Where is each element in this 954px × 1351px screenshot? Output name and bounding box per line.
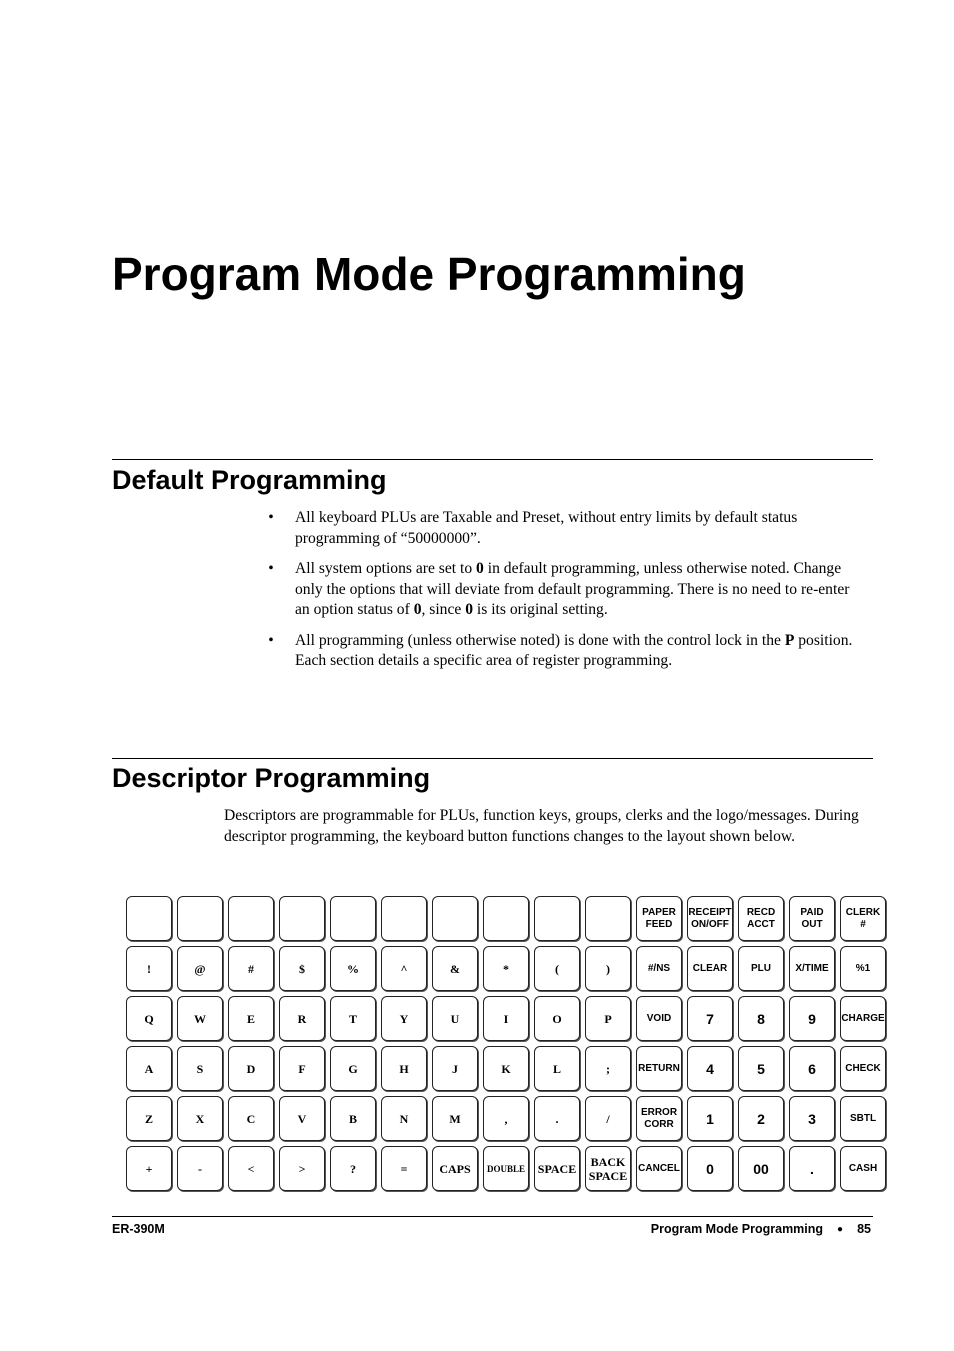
keyboard-key: [228, 946, 274, 991]
keyboard-key: [483, 1146, 529, 1191]
key-label: I: [503, 1011, 509, 1026]
key-label: ;: [606, 1061, 610, 1076]
key-label: X/TIME: [795, 962, 829, 974]
key-label: *: [503, 961, 509, 976]
key-label: F: [298, 1061, 306, 1076]
bullet-item: [266, 631, 866, 672]
keyboard-key: [228, 1146, 274, 1191]
key-label: T: [348, 1011, 357, 1026]
key-label: ,: [504, 1111, 508, 1126]
key-label: CLERK #: [845, 906, 881, 930]
keyboard-key: [279, 996, 325, 1041]
key-label: -: [198, 1161, 202, 1176]
key-label: CANCEL: [638, 1162, 680, 1174]
keyboard-key: [126, 1096, 172, 1141]
key-label: 7: [706, 1010, 714, 1027]
key-label: R: [297, 1011, 307, 1026]
key-label: 4: [706, 1060, 714, 1077]
keyboard-key: [279, 1096, 325, 1141]
key-label: #: [248, 961, 254, 976]
keyboard-key: [687, 1096, 733, 1141]
keyboard-key: [432, 946, 478, 991]
key-label: $: [299, 961, 305, 976]
keyboard-key: [534, 996, 580, 1041]
keyboard-key: [738, 946, 784, 991]
keyboard-key: [330, 996, 376, 1041]
keyboard-key: [840, 1146, 886, 1191]
keyboard-key: [126, 946, 172, 991]
keyboard-key: [687, 1146, 733, 1191]
key-label: PAPER FEED: [642, 906, 676, 930]
key-label: 00: [753, 1160, 769, 1177]
footer-divider: [112, 1216, 873, 1217]
keyboard-key: [687, 946, 733, 991]
keyboard-key: [789, 1046, 835, 1091]
key-label: CAPS: [439, 1161, 471, 1176]
key-label: <: [247, 1161, 255, 1176]
keyboard-key: [636, 996, 682, 1041]
keyboard-key: [534, 896, 580, 941]
key-label: 8: [757, 1010, 765, 1027]
keyboard-key: [636, 1146, 682, 1191]
footer-page-number: 85: [857, 1222, 871, 1236]
keyboard-key: [432, 1146, 478, 1191]
keyboard-key: [789, 896, 835, 941]
keyboard-key: [534, 1046, 580, 1091]
keyboard-key: [330, 1146, 376, 1191]
keyboard-key: [432, 996, 478, 1041]
key-label: X: [195, 1111, 205, 1126]
key-label: U: [450, 1011, 460, 1026]
key-label: 9: [808, 1010, 816, 1027]
keyboard-key: [636, 946, 682, 991]
key-label: %: [347, 961, 359, 976]
key-label: K: [501, 1061, 511, 1076]
key-label: Z: [144, 1111, 153, 1126]
section-divider: [112, 459, 873, 460]
keyboard-key: [738, 896, 784, 941]
keyboard-key: [483, 896, 529, 941]
keyboard-key: [483, 1096, 529, 1141]
keyboard-key: [687, 996, 733, 1041]
keyboard-key: [330, 946, 376, 991]
keyboard-key: [738, 1146, 784, 1191]
key-label: S: [196, 1061, 204, 1076]
key-label: RETURN: [638, 1062, 680, 1074]
key-label: E: [246, 1011, 255, 1026]
keyboard-key: [585, 1046, 631, 1091]
key-label: Q: [144, 1011, 154, 1026]
keyboard-key: [330, 1096, 376, 1141]
key-label: PAID OUT: [800, 906, 824, 930]
key-label: Y: [399, 1011, 409, 1026]
keyboard-key: [177, 1146, 223, 1191]
keyboard-key: [432, 896, 478, 941]
keyboard-key: [789, 1096, 835, 1141]
keyboard-key: [483, 996, 529, 1041]
keyboard-key: [483, 946, 529, 991]
keyboard-key: [330, 896, 376, 941]
bullet-text: All system options are set to 0 in default programming, unless otherwise noted. Change only the options that will deviate from default programming. There is no need to re-enter an option status of 0, since 0 is its original setting.: [295, 560, 850, 618]
keyboard-key: [177, 946, 223, 991]
keyboard-key: [585, 1096, 631, 1141]
section-heading-default: Default Programming: [112, 465, 387, 495]
keyboard-key: [585, 896, 631, 941]
key-label: #/NS: [647, 962, 671, 974]
key-label: 2: [757, 1110, 765, 1127]
keyboard-key: [636, 1046, 682, 1091]
key-label: VOID: [646, 1012, 672, 1024]
keyboard-key: [840, 896, 886, 941]
bullet-marker: •: [268, 560, 274, 577]
key-label: ?: [350, 1161, 356, 1176]
keyboard-key: [330, 1046, 376, 1091]
keyboard-key: [534, 1146, 580, 1191]
key-label: CHECK: [845, 1062, 881, 1074]
key-label: C: [246, 1111, 256, 1126]
keyboard-key: [738, 1096, 784, 1141]
keyboard-key: [228, 896, 274, 941]
footer-model: ER-390M: [112, 1222, 165, 1236]
keyboard-key: [279, 896, 325, 941]
bullet-item: [266, 559, 866, 621]
keyboard-key: [381, 1096, 427, 1141]
keyboard-key: [279, 946, 325, 991]
keyboard-key: [177, 896, 223, 941]
section-heading-descriptor: Descriptor Programming: [112, 763, 431, 793]
key-label: BACK SPACE: [588, 1154, 628, 1183]
footer-separator: ●: [837, 1224, 844, 1235]
key-label: %1: [855, 962, 871, 974]
keyboard-key: [789, 946, 835, 991]
keyboard-key: [687, 896, 733, 941]
keyboard-key: [177, 1096, 223, 1141]
key-label: PLU: [751, 962, 771, 974]
key-label: CASH: [848, 1162, 878, 1174]
keyboard-key: [789, 996, 835, 1041]
keyboard-key: [636, 896, 682, 941]
keyboard-key: [381, 896, 427, 941]
keyboard-key: [126, 996, 172, 1041]
keyboard-key: [381, 996, 427, 1041]
keyboard-key: [228, 1046, 274, 1091]
keyboard-key: [738, 1046, 784, 1091]
keyboard-key: [228, 1096, 274, 1141]
keyboard-key: [126, 1146, 172, 1191]
key-label: L: [552, 1061, 561, 1076]
descriptor-keyboard-layout: [120, 893, 892, 1193]
bullet-marker: •: [268, 631, 274, 649]
keyboard-key: [126, 1046, 172, 1091]
key-label: =: [400, 1161, 408, 1176]
key-label: M: [449, 1111, 461, 1126]
key-label: /: [606, 1111, 610, 1126]
key-label: V: [297, 1111, 307, 1126]
bullet-item: [266, 508, 866, 549]
key-label: .: [810, 1160, 814, 1177]
key-label: G: [348, 1061, 358, 1076]
key-label: 3: [808, 1110, 816, 1127]
key-label: SBTL: [849, 1112, 877, 1124]
key-label: A: [144, 1061, 154, 1076]
keyboard-key: [381, 946, 427, 991]
keyboard-key: [228, 996, 274, 1041]
bullet-text: All keyboard PLUs are Taxable and Preset, without entry limits by default status programming of “50000000”.: [295, 509, 798, 547]
key-label: SPACE: [537, 1161, 577, 1176]
key-label: W: [194, 1011, 206, 1026]
keyboard-key: [177, 1046, 223, 1091]
keyboard-key: [585, 946, 631, 991]
keyboard-key: [840, 946, 886, 991]
keyboard-key: [381, 1046, 427, 1091]
keyboard-key: [636, 1096, 682, 1141]
key-label: P: [604, 1011, 612, 1026]
keyboard-key: [840, 1096, 886, 1141]
keyboard-key: [840, 1046, 886, 1091]
key-label: 6: [808, 1060, 816, 1077]
keyboard-key: [279, 1146, 325, 1191]
key-label: RECD ACCT: [746, 906, 776, 930]
keyboard-key: [738, 996, 784, 1041]
footer-chapter: Program Mode Programming: [650, 1222, 824, 1236]
keyboard-key: [585, 1146, 631, 1191]
keyboard-key: [432, 1046, 478, 1091]
keyboard-key: [585, 996, 631, 1041]
key-label: J: [452, 1061, 458, 1076]
key-label: &: [450, 961, 460, 976]
descriptor-paragraph: Descriptors are programmable for PLUs, function keys, groups, clerks and the logo/messages. During descriptor programming, the keyboard button functions changes to the layout shown below.: [224, 807, 859, 845]
key-label: CHARGE: [841, 1012, 885, 1024]
key-label: ERROR CORR: [640, 1106, 678, 1130]
key-label: 5: [757, 1060, 765, 1077]
key-label: DOUBLE: [486, 1163, 525, 1174]
keyboard-key: [534, 1096, 580, 1141]
key-label: +: [145, 1161, 153, 1176]
keyboard-key: [279, 1046, 325, 1091]
chapter-title: Program Mode Programming: [112, 248, 746, 300]
default-programming-list: [266, 508, 866, 682]
section-divider: [112, 758, 873, 759]
key-label: @: [194, 961, 206, 976]
key-label: (: [555, 961, 559, 976]
key-label: ^: [400, 961, 408, 976]
keyboard-key: [432, 1096, 478, 1141]
key-label: .: [555, 1111, 559, 1126]
key-label: D: [246, 1061, 256, 1076]
key-label: !: [147, 961, 151, 976]
keyboard-key: [789, 1146, 835, 1191]
key-label: O: [552, 1011, 562, 1026]
key-label: N: [399, 1111, 409, 1126]
key-label: H: [399, 1061, 409, 1076]
key-label: 1: [706, 1110, 714, 1127]
key-label: B: [348, 1111, 357, 1126]
keyboard-key: [381, 1146, 427, 1191]
bullet-text: All programming (unless otherwise noted) is done with the control lock in the P position. Each section details a specific area of register programming.: [295, 631, 853, 669]
key-label: ): [606, 961, 610, 976]
keyboard-key: [483, 1046, 529, 1091]
keyboard-key: [840, 996, 886, 1041]
footer-page-info: [560, 1221, 871, 1238]
keyboard-key: [534, 946, 580, 991]
key-label: RECEIPT ON/OFF: [688, 906, 732, 930]
keyboard-key: [177, 996, 223, 1041]
key-label: 0: [706, 1160, 714, 1177]
key-label: >: [298, 1161, 306, 1176]
keyboard-key: [126, 896, 172, 941]
bullet-marker: •: [268, 509, 274, 526]
key-label: CLEAR: [692, 962, 728, 974]
keyboard-key: [687, 1046, 733, 1091]
